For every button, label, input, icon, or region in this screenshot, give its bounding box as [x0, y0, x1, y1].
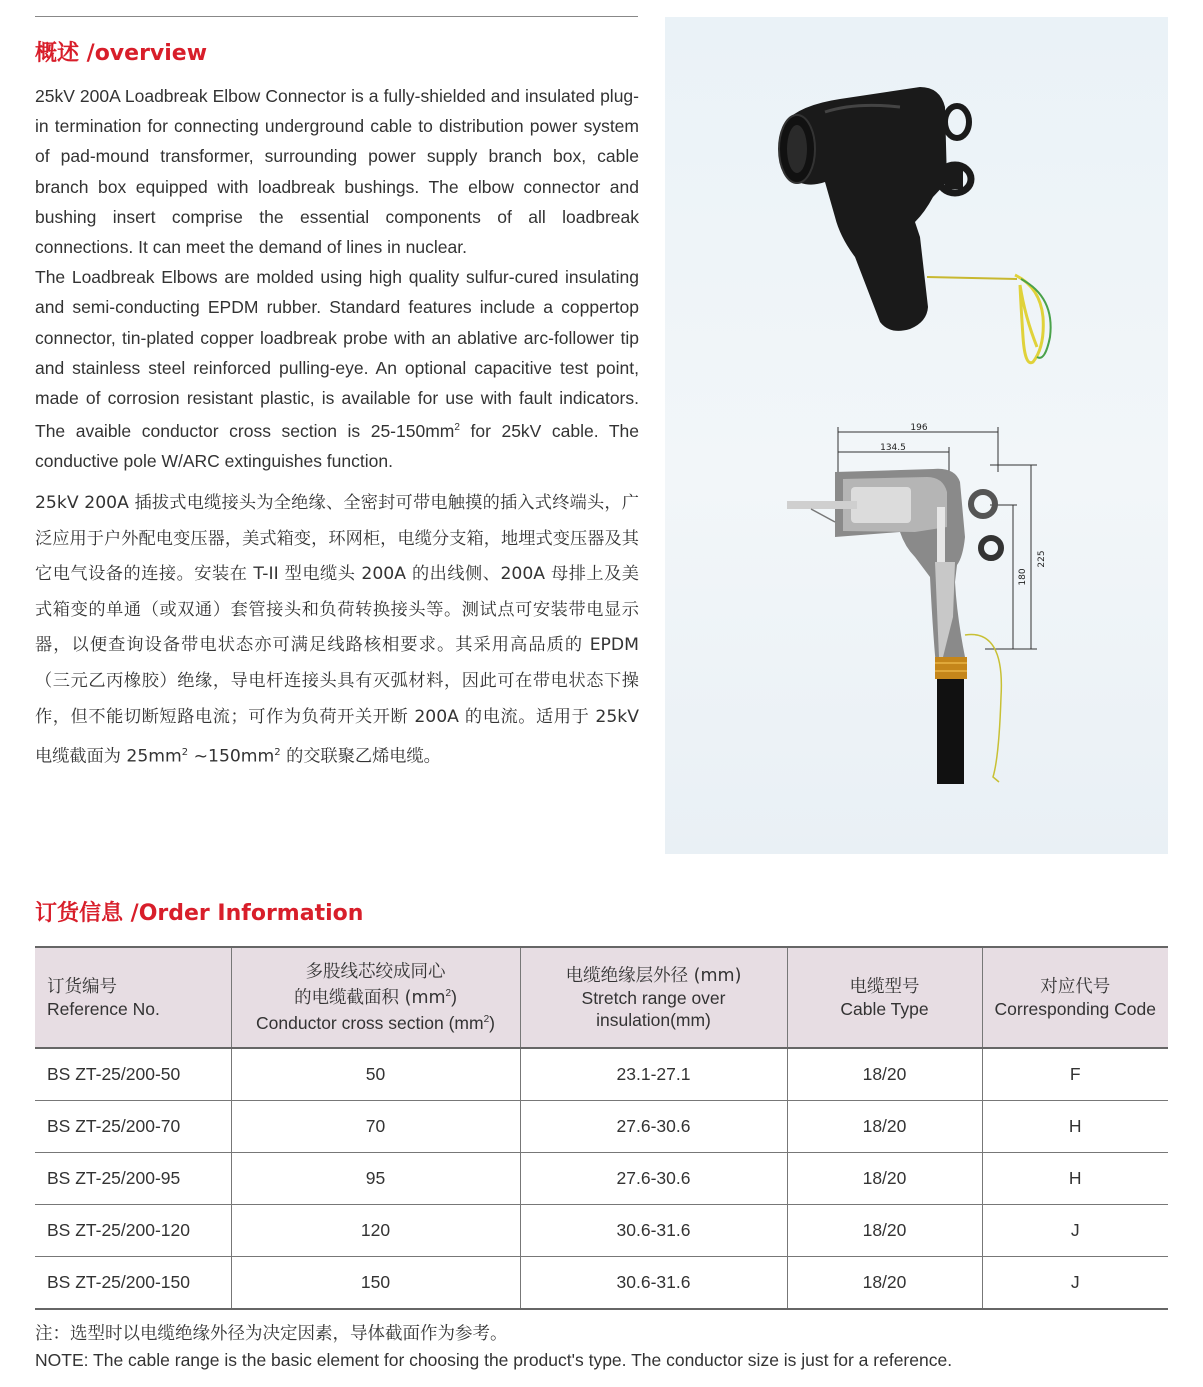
overview-paragraph-1: 25kV 200A Loadbreak Elbow Connector is a fully-shielded and insulated plug-in termination for connecting underground cable to distribution power system of pad-mound transformer, surrounding power supply branch box, cable branch box equipped with loadbreak bushings. The elbow connector and bushing insert comprise the essential components of all loadbreak connections. It can meet the demand of lines in nuclear. — [35, 86, 639, 258]
cell-reference: BS ZT-25/200-95 — [35, 1153, 231, 1205]
overview-cn-text: 25kV 200A 插拔式电缆接头为全绝缘、全密封可带电触摸的插入式终端头，广泛应用于户外配电变压器，美式箱变，环网柜，电缆分支箱，地埋式变压器及其它电气设备的连接。安装在 T-II 型电缆头 200A 的出线侧、200A 母排上及美式箱变的单通（或双通）套管接头和负荷转换接头等。测试点可安装带电显示器，以便查询设备带电状态亦可满足线路核相要求。其采用高品质的 EPDM（三元乙丙橡胶）绝缘，导电杆连接头具有灭弧材料，因此可在带电状态下操作，但不能切断短路电流；可作为负荷开关开断 200A 的电流。适用于 25kV 电缆截面为 25mm — [35, 493, 639, 767]
dimension-134-label: 134.5 — [880, 443, 906, 453]
overview-chinese — [35, 486, 639, 775]
header-reference-cn: 订货编号 — [47, 976, 117, 997]
cell-reference: BS ZT-25/200-150 — [35, 1257, 231, 1310]
header-cable-type — [787, 947, 982, 1048]
cell-conductor: 50 — [231, 1048, 520, 1101]
product-image-panel — [665, 17, 1168, 854]
cell-conductor: 95 — [231, 1153, 520, 1205]
cell-cable-type: 18/20 — [787, 1205, 982, 1257]
cell-insulation: 30.6-31.6 — [520, 1257, 787, 1310]
header-cable-type-en: Cable Type — [840, 998, 929, 1019]
overview-paragraph-2 — [35, 262, 639, 476]
cell-cable-type: 18/20 — [787, 1101, 982, 1153]
cell-code: H — [982, 1101, 1168, 1153]
header-conductor-cn-2-tail: ) — [451, 987, 457, 1007]
superscript: 2 — [445, 988, 452, 1000]
header-insulation-cn: 电缆绝缘层外径 (mm) — [565, 965, 742, 986]
header-code — [982, 947, 1168, 1048]
product-illustration — [665, 17, 1168, 854]
header-reference — [35, 947, 231, 1048]
header-conductor-cn-2-text: 的电缆截面积 (mm — [294, 988, 446, 1008]
cell-cable-type: 18/20 — [787, 1153, 982, 1205]
order-table — [35, 946, 1168, 1310]
overview-cn-text-3: 的交联聚乙烯电缆。 — [280, 746, 441, 767]
header-cable-type-cn: 电缆型号 — [849, 976, 920, 997]
header-conductor-en-tail: ) — [489, 1012, 495, 1033]
overview-cn-text-2: ~150mm — [188, 746, 275, 767]
dimension-196-label: 196 — [910, 423, 928, 433]
cell-conductor: 70 — [231, 1101, 520, 1153]
overview-english — [35, 81, 639, 476]
superscript: 2 — [181, 747, 189, 759]
header-conductor — [231, 947, 520, 1048]
cell-code: J — [982, 1205, 1168, 1257]
superscript: 2 — [274, 747, 281, 759]
cell-reference: BS ZT-25/200-50 — [35, 1048, 231, 1101]
header-insulation-en-2: insulation(mm) — [596, 1009, 711, 1030]
cell-cable-type: 18/20 — [787, 1257, 982, 1310]
note-chinese: 注：选型时以电缆绝缘外径为决定因素，导体截面作为参考。 — [35, 1324, 508, 1344]
cell-insulation: 30.6-31.6 — [520, 1205, 787, 1257]
order-information-title: 订货信息 /Order Information — [35, 901, 364, 926]
top-divider — [35, 16, 638, 17]
table-row — [35, 1205, 1168, 1257]
cell-insulation: 23.1-27.1 — [520, 1048, 787, 1101]
table-header-row — [35, 947, 1168, 1048]
table-row — [35, 1101, 1168, 1153]
header-conductor-en — [236, 1009, 516, 1034]
cell-reference: BS ZT-25/200-70 — [35, 1101, 231, 1153]
cell-reference: BS ZT-25/200-120 — [35, 1205, 231, 1257]
overview-paragraph-2-tail: for 25kV cable. The conductive pole W/ARC extinguishes function. — [35, 421, 639, 472]
note-english: NOTE: The cable range is the basic element for choosing the product's type. The conductor size is just for a reference. — [35, 1350, 953, 1370]
header-insulation — [520, 947, 787, 1048]
header-conductor-en-text: Conductor cross section (mm — [256, 1012, 484, 1033]
cell-code: H — [982, 1153, 1168, 1205]
header-reference-en: Reference No. — [47, 998, 160, 1019]
header-insulation-en-1: Stretch range over — [581, 987, 726, 1008]
table-row — [35, 1048, 1168, 1101]
dimension-225-label: 225 — [1037, 550, 1047, 568]
overview-paragraph-2-text: The Loadbreak Elbows are molded using high quality sulfur-cured insulating and semi-conducting EPDM rubber. Standard features include a coppertop connector, tin-plated copper loadbreak probe with an ablative arc-follower tip and stainless steel reinforced pulling-eye. An optional capacitive test point, made of corrosion resistant plastic, is available for use with fault indicators. The avaible conductor cross section is 25-150mm — [35, 267, 639, 442]
header-conductor-cn-1: 多股线芯绞成同心 — [305, 962, 446, 983]
dimension-180-label: 180 — [1018, 568, 1028, 586]
table-row — [35, 1257, 1168, 1310]
cell-conductor: 120 — [231, 1205, 520, 1257]
superscript: 2 — [454, 422, 460, 434]
dimension-drawing — [787, 423, 1047, 784]
cell-insulation: 27.6-30.6 — [520, 1101, 787, 1153]
selection-note — [35, 1321, 952, 1373]
header-conductor-cn-2 — [236, 983, 516, 1009]
table-row — [35, 1153, 1168, 1205]
header-code-en: Corresponding Code — [994, 998, 1156, 1019]
superscript: 2 — [483, 1014, 490, 1025]
cell-code: F — [982, 1048, 1168, 1101]
cell-conductor: 150 — [231, 1257, 520, 1310]
cell-cable-type: 18/20 — [787, 1048, 982, 1101]
overview-title: 概述 /overview — [35, 41, 208, 66]
elbow-connector-photo — [779, 87, 1051, 363]
cell-insulation: 27.6-30.6 — [520, 1153, 787, 1205]
header-code-cn: 对应代号 — [1040, 976, 1111, 997]
cell-code: J — [982, 1257, 1168, 1310]
